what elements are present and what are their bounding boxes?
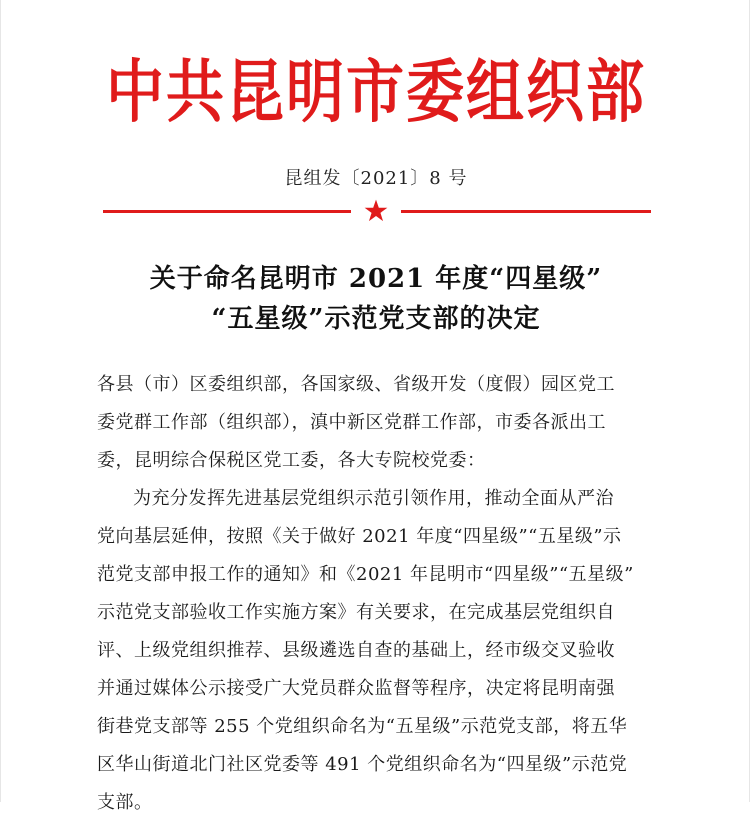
decision-paragraph bbox=[97, 480, 657, 822]
document-title-line-2: “五星级”示范党支部的决定 bbox=[211, 304, 541, 334]
red-divider bbox=[1, 200, 750, 224]
addressee-line: 各县（市）区委组织部，各国家级、省级开发（度假）园区党工 bbox=[97, 374, 615, 395]
paragraph-line: 为充分发挥先进基层党组织示范引领作用，推动全面从严治 bbox=[133, 488, 614, 509]
paragraph-line: 示范党支部验收工作实施方案》有关要求，在完成基层党组织自 bbox=[97, 602, 615, 623]
addressee-line: 委党群工作部（组织部），滇中新区党群工作部，市委各派出工 bbox=[97, 412, 606, 433]
document-title-line-1: 关于命名昆明市 2021 年度“四星级” bbox=[149, 264, 603, 294]
paragraph-line: 街巷党支部等 255 个党组织命名为“五星级”示范党支部，将五华 bbox=[97, 716, 628, 737]
star-icon bbox=[363, 198, 389, 224]
issuer-masthead: 中共昆明市委组织部 bbox=[105, 51, 646, 132]
paragraph-line: 党向基层延伸，按照《关于做好 2021 年度“四星级”“五星级”示 bbox=[97, 526, 622, 547]
addressee-line: 委，昆明综合保税区党工委，各大专院校党委： bbox=[97, 450, 486, 471]
paragraph-line: 区华山街道北门社区党委等 491 个党组织命名为“四星级”示范党 bbox=[97, 754, 628, 775]
divider-line-right bbox=[401, 210, 651, 213]
divider-line-left bbox=[103, 210, 351, 213]
document-number: 昆组发〔2021〕8 号 bbox=[284, 168, 468, 189]
paragraph-line: 评、上级党组织推荐、县级遴选自查的基础上，经市级交叉验收 bbox=[97, 640, 615, 661]
addressee-block bbox=[97, 366, 657, 480]
paragraph-line: 支部。 bbox=[97, 792, 153, 813]
paragraph-line: 并通过媒体公示接受广大党员群众监督等程序，决定将昆明南强 bbox=[97, 678, 615, 699]
paragraph-line: 范党支部申报工作的通知》和《2021 年昆明市“四星级”“五星级” bbox=[97, 564, 634, 585]
